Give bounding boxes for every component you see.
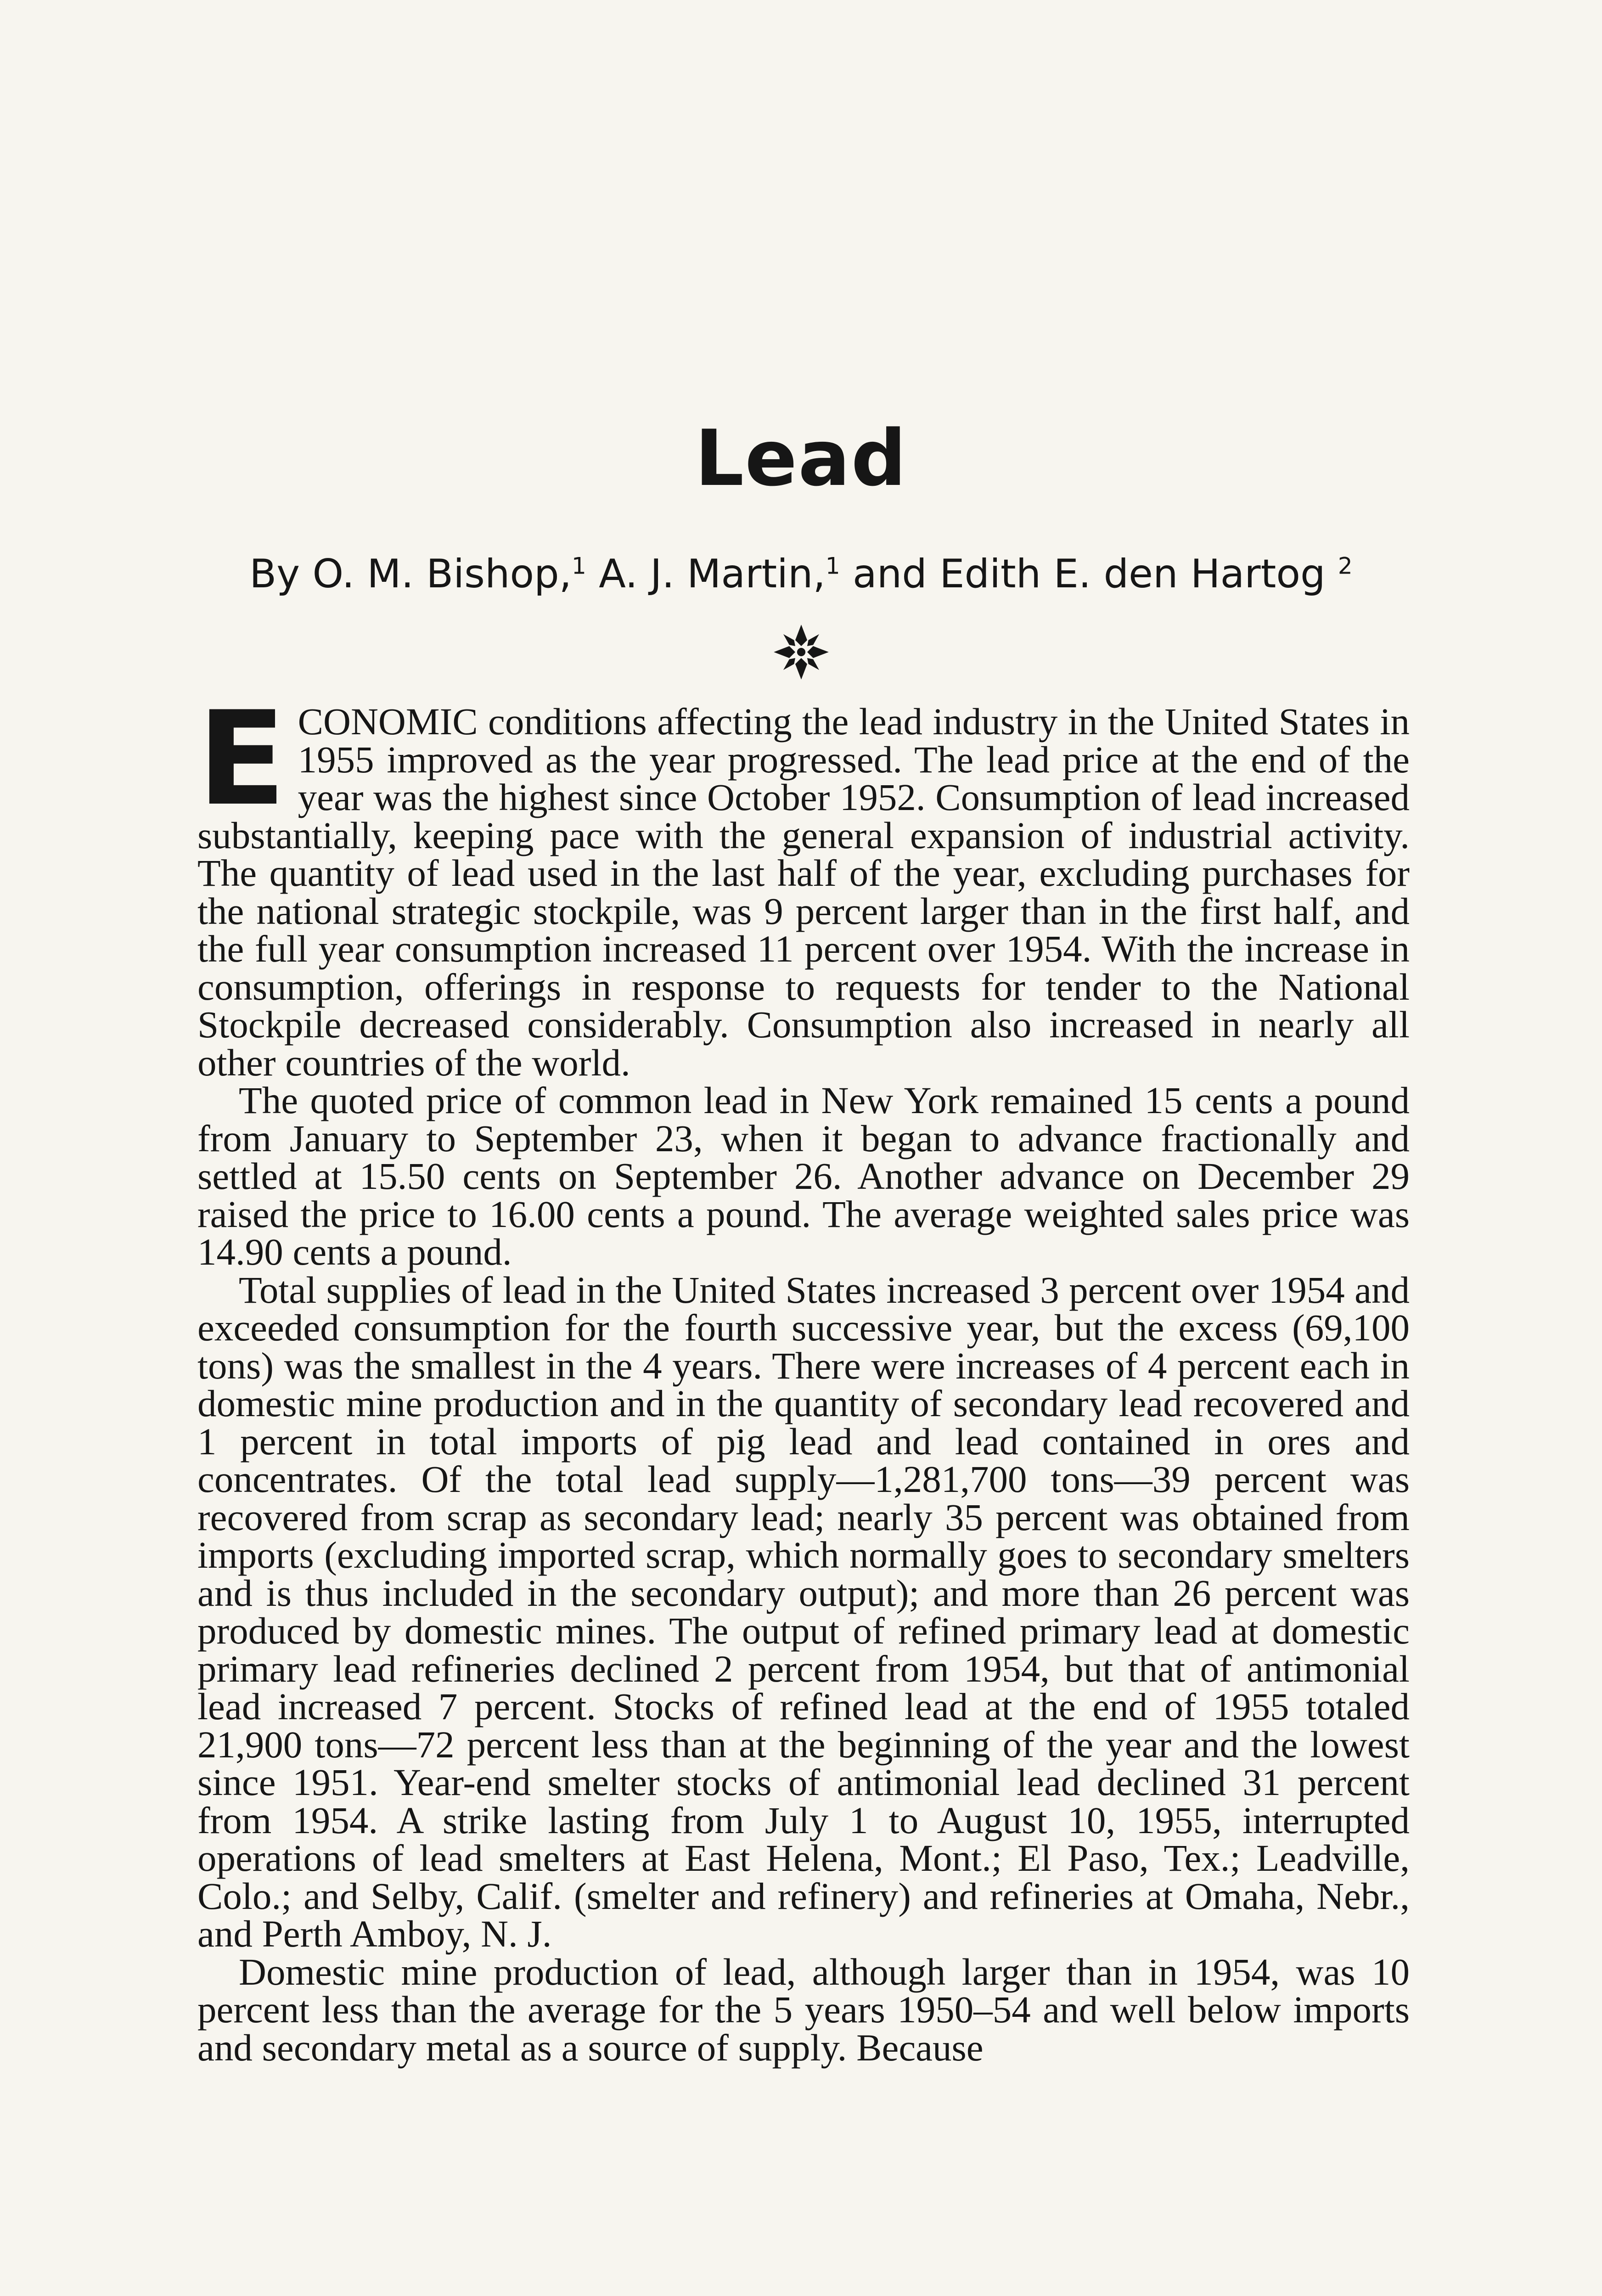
footnote-ref: 1 <box>825 552 840 580</box>
author-martin: A. J. Martin, <box>586 551 826 597</box>
fleuron-ornament-icon <box>771 622 831 682</box>
article-body <box>197 683 1410 2069</box>
footnote-ref: 1 <box>572 552 586 580</box>
drop-cap: E <box>197 683 286 834</box>
article-title: Lead <box>695 413 907 503</box>
paragraph-2: The quoted price of common lead in New York remained 15 cents a pound from January to September 23, when it began to advance fractionally and settled at 15.50 cents on September 26. Another advance on December 29 raised the price to 16.00 cents a pound. The average weighted sales price was 14.90 cents a pound. <box>197 1079 1410 1273</box>
paragraph-1-text: CONOMIC conditions affecting the lead industry in the United States in 1955 improved as the year progressed. The lead price at the end of the year was the highest since October 1952. Consumption of lead increased substantially, keeping pace with the general expansion of industrial activity. The quantity of lead used in the last half of the year, excluding purchases for the national strategic stockpile, was 9 percent larger than in the first half, and the full year consumption increased 11 percent over 1954. With the increase in consumption, offerings in response to requests for tender to the National Stockpile decreased considerably. Consumption also increased in nearly all other countries of the world. <box>197 700 1410 1084</box>
paragraph-3: Total supplies of lead in the United States increased 3 percent over 1954 and exceeded consumption for the fourth successive year, but the excess (69,100 tons) was the smallest in the 4 years. There were increases of 4 percent each in domestic mine production and in the quantity of secondary lead recovered and 1 percent in total imports of pig lead and lead contained in ores and concentrates. Of the total lead supply—1,281,700 tons—39 percent was recovered from scrap as secondary lead; nearly 35 percent was obtained from imports (excluding imported scrap, which normally goes to secondary smelters and is thus included in the secondary output); and more than 26 percent was produced by domestic mines. The output of refined primary lead at domestic primary lead refineries declined 2 percent from 1954, but that of antimonial lead increased 7 percent. Stocks of refined lead at the end of 1955 totaled 21,900 tons—72 percent less than at the beginning of the year and the lowest since 1951. Year-end smelter stocks of antimonial lead declined 31 percent from 1954. A strike lasting from July 1 to August 10, 1955, interrupted operations of lead smelters at East Helena, Mont.; El Paso, Tex.; Leadville, Colo.; and Selby, Calif. (smelter and refinery) and refineries at Omaha, Nebr., and Perth Amboy, N. J. <box>197 1268 1410 1955</box>
paragraph-1 <box>197 683 1410 1084</box>
footnote-ref: 2 <box>1338 552 1353 580</box>
author-den-hartog: and Edith E. den Hartog <box>840 551 1326 597</box>
author-byline <box>0 551 1602 597</box>
author-bishop: By O. M. Bishop, <box>249 551 572 597</box>
paragraph-4: Domestic mine production of lead, although larger than in 1954, was 10 percent less than the average for the 5 years 1950–54 and well below imports and secondary metal as a source of supply. Because <box>197 1950 1410 2069</box>
